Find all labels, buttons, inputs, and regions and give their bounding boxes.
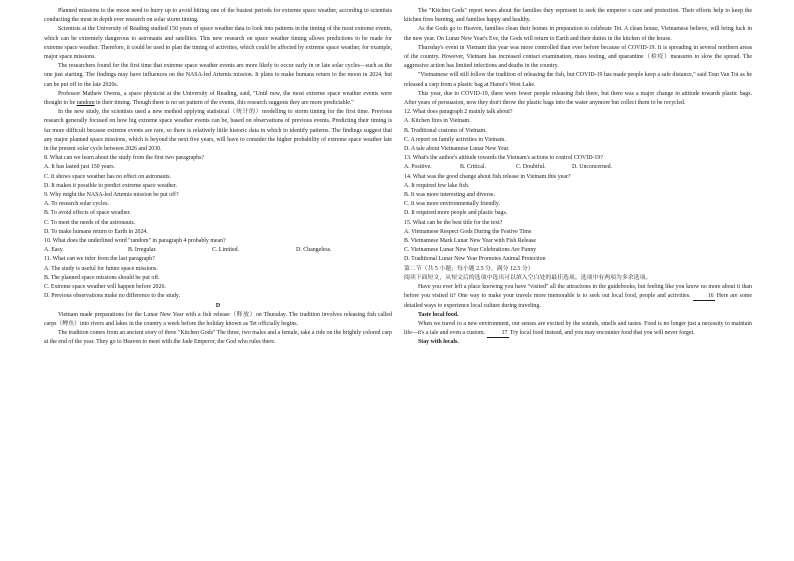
question-11-option-c: C. Extreme space weather will happen before 2026.: [44, 284, 166, 291]
question-9: 9. Why might the NASA-led Artemis mission be put off?: [44, 192, 179, 199]
cloze-paragraph-2-text-b: Try local food instead, and you may encounter food that you will never forget.: [508, 330, 695, 337]
left-column: [44, 7, 392, 348]
question-9-option-c: C. To meet the needs of the astronauts.: [44, 219, 136, 226]
question-11-option-d: D. Previous observations make no difference to the study.: [44, 293, 180, 300]
cloze-paragraph-1-text-a: Have you ever left a place knowing you have "visited" all the attractions in the guidebooks, but feeling like you know no more about it than before you visited it? One way to make your travels more memorable is to seek out local food, people and activities.: [404, 284, 752, 300]
passage-c-paragraph-1: Planned missions to the moon need to hurry up to avoid hitting one of the busiest periods for extreme space weather, according to scientists conducting the most in depth ever research on solar storm timing.: [44, 8, 392, 24]
paragraph-4-text-a: Professor Mathew Owens, a space physicist at the University of Reading, said, "Until now, the most extreme space weather events were thought to be: [44, 90, 392, 107]
cloze-paragraph-1: [404, 283, 752, 311]
question-11-option-b: B. The planned space missions should be put off.: [44, 274, 160, 281]
passage-d-paragraph-5: Thursday's event in Vietnam this year was more controlled than ever before because of COVID-19. It is spreading in several northern areas of the country. However, Vietnam has increased contact examination, mass testing, and quarantine（检疫）measures to slow the spread. The aggressive action has limited infections and deaths in the country.: [404, 44, 752, 70]
cloze-paragraph-2: [404, 320, 752, 338]
passage-d-paragraph-3: The "Kitchen Gods" report news about the families they represent to seek the emperor s care and protection. Their efforts help to keep the kitchen fires burning, and families happy and healthy.: [404, 8, 752, 24]
question-8-option-a: A. It has lasted just 150 years.: [44, 164, 116, 171]
question-9-option-a: A. To research solar cycles.: [44, 201, 109, 208]
question-12-option-b: B. Traditional customs of Vietnam.: [404, 127, 487, 134]
passage-d-paragraph-7: This year, due to COVID-19, there were fewer people releasing fish there, but there was a major change in attitude towards plastic bags. After years of persuasion, now they don't throw the plastic bags into the water anymore but collect them to be recycled.: [404, 90, 752, 107]
section-d-heading: D: [215, 302, 221, 309]
question-15-option-b: B. Vietnamese Mark Lunar New Year with Fish Release: [404, 238, 537, 245]
question-12: 12. What does paragraph 2 mainly talk about?: [404, 109, 513, 116]
passage-c-paragraph-5: In the new study, the scientists used a new method applying statistical（统计的）modelling to storm timing for the first time. Previous research generally focused on how big extreme space weather events can be, based on observations of previous events. Predicting their timing is far more difficult because extreme events are rare, so there is relatively little historic data in which to identify patterns. The findings suggest that any major planned space missions, which is beyond the next five years, will have to consider the higher probability of extreme space weather late in the present solar cycle between 2026 and 2030.: [44, 109, 392, 153]
passage-d-paragraph-1: Vietnam made preparations for the Lunar New Year with a fish release（释放）on Thursday. The tradition involves releasing fish called carps（鲤鱼）into rivers and lakes in the country a week before the holiday known as Tet officially begins.: [44, 311, 392, 327]
blank-17[interactable]: 17: [487, 330, 509, 338]
paragraph-4-text-b: in their timing. Though there is no set pattern of the events, this research suggests they are more predictable.": [94, 100, 354, 107]
passage-d-paragraph-6: "Vietnamese will still follow the tradition of releasing the fish, but COVID-19 has made people keep a safe distance," said Tran Van Toi as he released a carp from a plastic bag at Hanoi's West Lake.: [404, 72, 752, 88]
passage-c-paragraph-2: Scientists at the University of Reading studied 150 years of space weather data to look into patterns in the timing of the most extreme events, which can be extremely dangerous to astronauts and satellites. This new research on space weather timing allows predictions to be made for extreme space weather. Therefore, it could be used to plan the timing of activities, which could be affected by extreme space weather, for example, major space missions.: [44, 26, 392, 61]
question-14-option-a: A. It required few lake fish.: [404, 182, 470, 189]
question-13-option-c: C. Doubtful.: [516, 164, 546, 171]
question-14: 14. What was the good change about fish release in Vietnam this year?: [404, 173, 571, 180]
question-8: 8. What can we learn about the study from the first two paragraphs?: [44, 155, 205, 162]
question-15-option-a: A. Vietnamese Respect Gods During the Festive Time: [404, 228, 532, 235]
passage-c-paragraph-3: The researchers found for the first time that extreme space weather events are more likely to occur early in or late solar cycles—such as the one just starting. The findings may have influences on the NASA-led Artemis mission. It plans to make humans return to the moon in 2024, but can be put off to the late 2020s.: [44, 63, 392, 88]
question-10-options: [44, 246, 392, 255]
question-13-option-a: A. Positive.: [404, 164, 432, 171]
question-13-option-b: B. Critical.: [460, 164, 487, 171]
question-13: 13. What's the author's attitude towards the Vietnam's actions to control COVID-19?: [404, 155, 603, 162]
question-14-option-c: C. It was more environmentally friendly.: [404, 201, 500, 208]
passage-d-paragraph-4: As the Gods go to Heaven, families clean their homes in preparation to celebrate Tet. A clean house, Vietnamese believe, will bring luck in the new year. On Lunar New Year's Eve, the Gods will return to Earth and their duties in the kitchen of the house.: [404, 26, 752, 42]
question-10: 10. What does the underlined word "random" in paragraph 4 probably mean?: [44, 238, 226, 245]
question-10-option-d: D. Changeless.: [296, 247, 332, 254]
passage-d-paragraph-2: The tradition comes from an ancient story of three "Kitchen Gods" The three, two males and a female, take a ride on the brightly colored carp at the end of the year. They go to Heaven to meet with the Jade Emperor, the God who rules there.: [44, 330, 392, 346]
question-14-option-b: B. It was more interesting and diverse.: [404, 192, 495, 199]
question-15-option-c: C. Vietnamese Lunar New Year Celebrations Are Funny: [404, 247, 537, 254]
section-2-heading: 第二节（共 5 小题；每小题 2.5 分，满分 12.5 分）: [404, 265, 534, 272]
question-9-option-b: B. To avoid effects of space weather.: [44, 210, 131, 217]
question-12-option-c: C. A report on family activities in Vietnam.: [404, 136, 506, 143]
question-13-option-d: D. Unconcerned.: [572, 164, 613, 171]
cloze-paragraph-2-text-a: When we travel to a new environment, our senses are excited by the sounds, smells and tastes. Food is no longer just a necessity to maintain life—it's a tale and even a custom.: [404, 320, 752, 337]
question-11-option-a: A. The study is useful for future space missions.: [44, 265, 158, 272]
question-10-option-b: B. Irregular.: [128, 247, 157, 254]
question-10-option-a: A. Easy.: [44, 247, 64, 254]
question-13-options: [404, 163, 752, 172]
question-15: 15. What can be the best title for the text?: [404, 219, 503, 226]
question-10-option-c: C. Limited.: [212, 247, 239, 254]
heading-taste-local-food: Taste local food.: [418, 311, 459, 318]
question-15-option-d: D. Traditional Lunar New Year Promotes Animal Protection: [404, 256, 546, 263]
question-8-option-d: D. It makes it possible to predict extreme space weather.: [44, 182, 177, 189]
cloze-paragraph-1-text-b: Here are some detailed ways to experience local culture during traveling.: [404, 293, 752, 309]
blank-16[interactable]: 16: [693, 293, 715, 301]
question-12-option-a: A. Kitchen fires in Vietnam.: [404, 118, 471, 125]
right-column: [404, 7, 752, 348]
passage-c-paragraph-4: [44, 90, 392, 108]
question-11: 11. What can we infer from the last paragraph?: [44, 256, 155, 263]
heading-stay-with-locals: Stay with locals.: [418, 339, 459, 346]
question-14-option-d: D. It required more people and plastic bags.: [404, 210, 508, 217]
section-2-instructions: 阅读下面短文，从短文后的选项中选出可以填入空白处的最佳选项。选项中有两项为多余选项。: [404, 274, 652, 281]
underlined-word-random: random: [76, 100, 95, 107]
question-12-option-d: D. A tale about Vietnamese Lunar New Year.: [404, 146, 510, 153]
question-9-option-d: D. To make humans return to Earth in 2024.: [44, 228, 148, 235]
question-8-option-c: C. It shows space weather has no effect on astronauts.: [44, 173, 171, 180]
